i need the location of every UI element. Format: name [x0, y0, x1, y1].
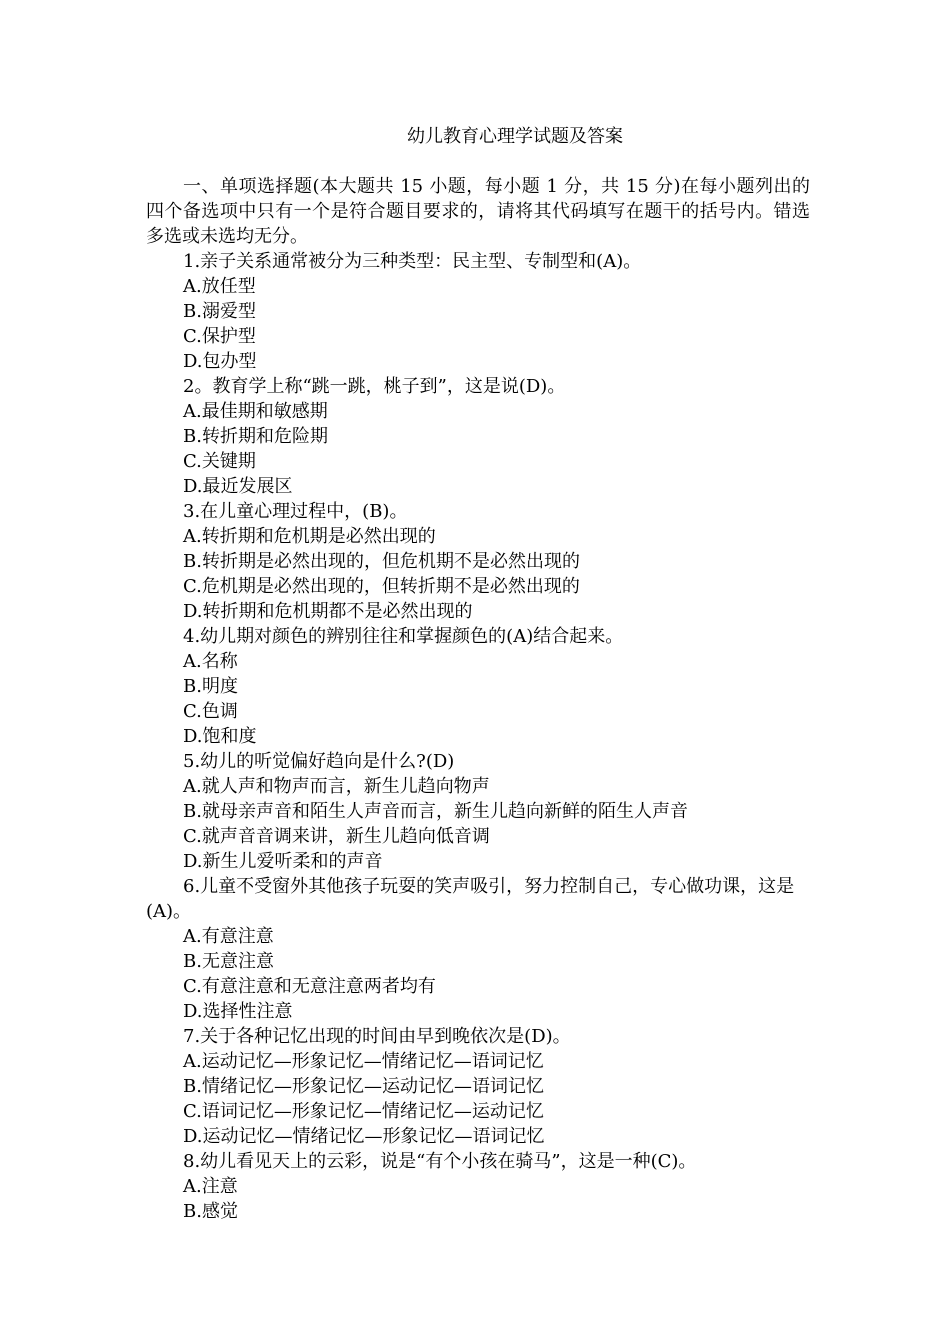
- answer-option: D.饱和度: [183, 726, 257, 747]
- answer-option: B.溺爱型: [183, 301, 256, 322]
- question-stem: 3.在儿童心理过程中，(B)。: [183, 501, 408, 522]
- answer-option: B.转折期是必然出现的，但危机期不是必然出现的: [183, 551, 580, 572]
- answer-option: B.感觉: [183, 1201, 238, 1222]
- answer-option: D.运动记忆—情绪记忆—形象记忆—语词记忆: [183, 1126, 545, 1147]
- question-stem: 4.幼儿期对颜色的辨别往往和掌握颜色的(A)结合起来。: [183, 626, 624, 647]
- answer-option: C.关键期: [183, 451, 256, 472]
- answer-option: A.放任型: [183, 276, 256, 297]
- answer-option: A.注意: [183, 1176, 238, 1197]
- question-stem: 7.关于各种记忆出现的时间由早到晚依次是(D)。: [183, 1026, 571, 1047]
- answer-option: D.转折期和危机期都不是必然出现的: [183, 601, 473, 622]
- answer-option: D.选择性注意: [183, 1001, 293, 1022]
- answer-option: C.语词记忆—形象记忆—情绪记忆—运动记忆: [183, 1101, 544, 1122]
- answer-option: B.就母亲声音和陌生人声音而言，新生儿趋向新鲜的陌生人声音: [183, 801, 688, 822]
- answer-option: C.保护型: [183, 326, 256, 347]
- question-list: [146, 249, 810, 1224]
- question-stem: 5.幼儿的听觉偏好趋向是什么?(D): [183, 751, 455, 772]
- answer-option: C.色调: [183, 701, 238, 722]
- answer-option: A.名称: [183, 651, 238, 672]
- answer-option: D.包办型: [183, 351, 257, 372]
- answer-option: A.最佳期和敏感期: [183, 401, 328, 422]
- answer-option: C.有意注意和无意注意两者均有: [183, 976, 436, 997]
- document-body: [146, 174, 810, 1224]
- question-stem: 1.亲子关系通常被分为三种类型：民主型、专制型和(A)。: [183, 251, 642, 272]
- question-stem: 8.幼儿看见天上的云彩，说是“有个小孩在骑马”，这是一种(C)。: [183, 1151, 697, 1172]
- answer-option: A.运动记忆—形象记忆—情绪记忆—语词记忆: [183, 1051, 544, 1072]
- answer-option: A.转折期和危机期是必然出现的: [183, 526, 436, 547]
- answer-option: D.最近发展区: [183, 476, 293, 497]
- section-intro: 一、单项选择题(本大题共 15 小题，每小题 1 分，共 15 分)在每小题列出的四个备选项中只有一个是符合题目要求的，请将其代码填写在题干的括号内。错选多选或未选均无分。: [146, 176, 810, 247]
- answer-option: B.转折期和危险期: [183, 426, 328, 447]
- answer-option: B.情绪记忆—形象记忆—运动记忆—语词记忆: [183, 1076, 544, 1097]
- answer-option: C.就声音音调来讲，新生儿趋向低音调: [183, 826, 490, 847]
- answer-option: C.危机期是必然出现的，但转折期不是必然出现的: [183, 576, 580, 597]
- answer-option: B.明度: [183, 676, 238, 697]
- document-title: 幼儿教育心理学试题及答案: [407, 126, 623, 147]
- answer-option: B.无意注意: [183, 951, 274, 972]
- answer-option: D.新生儿爱听柔和的声音: [183, 851, 383, 872]
- question-stem: 2。教育学上称“跳一跳，桃子到”，这是说(D)。: [183, 376, 566, 397]
- answer-option: A.就人声和物声而言，新生儿趋向物声: [183, 776, 490, 797]
- answer-option: A.有意注意: [183, 926, 274, 947]
- question-stem: 6.儿童不受窗外其他孩子玩耍的笑声吸引，努力控制自己，专心做功课，这是(A)。: [146, 876, 795, 922]
